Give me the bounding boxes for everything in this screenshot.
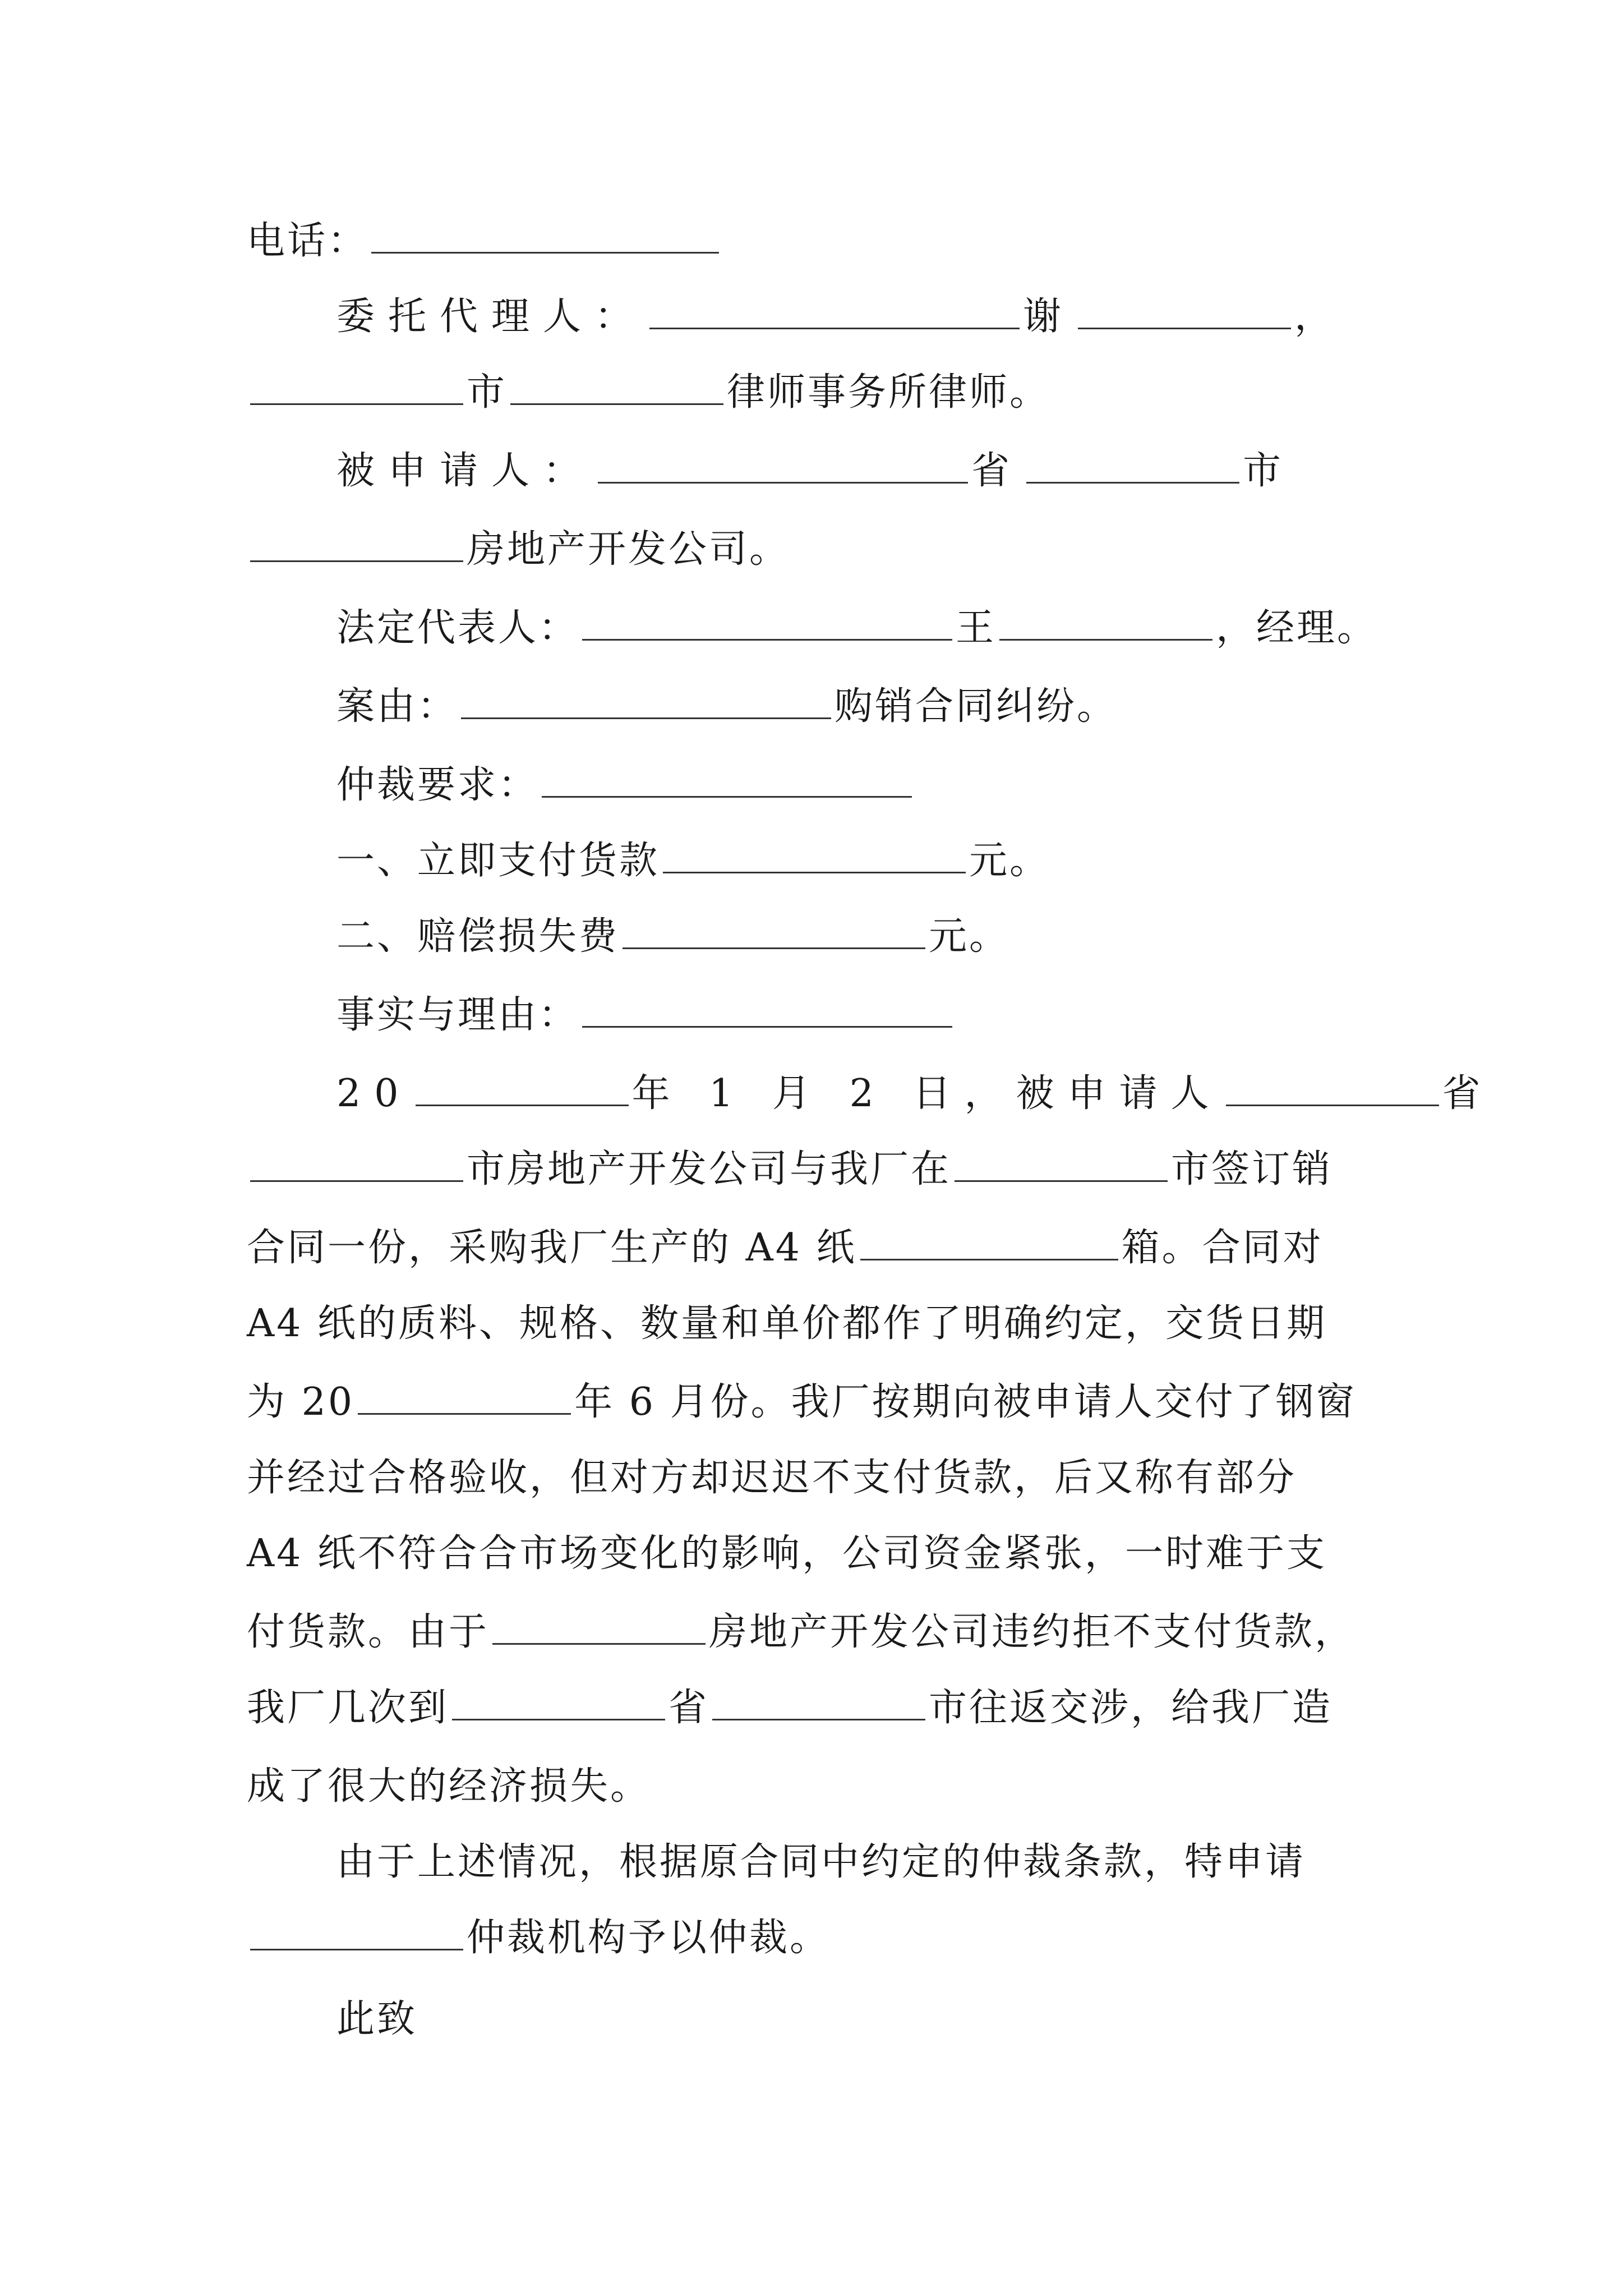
request-line-2: [247, 1907, 830, 1969]
agent-line: [336, 286, 1346, 348]
year-prefix: 20: [336, 1071, 412, 1116]
facts-text-2b: 市签订销: [1171, 1147, 1333, 1191]
respondent-company-blank: [250, 528, 463, 562]
respondent-company-line: [247, 519, 790, 581]
request-line-1: [336, 1832, 1306, 1893]
law-firm-label: 律师事务所律师。: [727, 370, 1050, 415]
phone-line: [247, 210, 722, 272]
legal-rep-label: 法定代表人：: [336, 606, 579, 650]
agent-blank: [649, 295, 1020, 329]
city-label-2: 市: [1243, 449, 1295, 493]
law-firm-name-blank: [510, 371, 723, 405]
facts-text-3b: 箱。合同对: [1121, 1226, 1324, 1270]
legal-rep-line: [336, 597, 1377, 659]
respondent-city-blank: [250, 1148, 463, 1182]
respondent-line: [336, 440, 1294, 502]
facts-line-7: [247, 1523, 1327, 1585]
facts-text-9b: 市往返交涉，给我厂造: [929, 1686, 1333, 1730]
cause-blank: [461, 685, 831, 719]
facts-text-2a: 市房地产开发公司与我厂在: [467, 1147, 952, 1191]
province-label-2: 省: [1442, 1071, 1494, 1116]
claim-2-amount-blank: [623, 915, 925, 949]
claims-heading-line: [336, 754, 915, 816]
negotiation-province-blank: [452, 1686, 665, 1720]
facts-text-5a: 为 20: [247, 1380, 355, 1424]
claims-blank: [542, 763, 912, 798]
facts-text-8a: 付货款。由于: [247, 1610, 490, 1654]
legal-rep-surname: 王: [956, 606, 997, 650]
phone-blank: [371, 219, 719, 254]
facts-line-9: [247, 1677, 1332, 1739]
facts-text-7: A4 纸不符合合市场变化的影响，公司资金紧张，一时难于支: [247, 1531, 1327, 1576]
facts-heading-line: [336, 984, 956, 1046]
facts-text-4: A4 纸的质料、规格、数量和单价都作了明确约定，交货日期: [247, 1301, 1327, 1346]
box-count-blank: [860, 1226, 1118, 1260]
claims-label: 仲裁要求：: [336, 763, 539, 807]
claim-1-text: 一、立即支付货款: [336, 839, 660, 883]
facts-text-8b: 房地产开发公司违约拒不支付货款，: [709, 1610, 1355, 1654]
facts-line-4: [247, 1293, 1327, 1355]
claim-2-line: [336, 906, 1009, 968]
respondent-province-blank-2: [1226, 1072, 1439, 1106]
cause-line: [336, 676, 1117, 738]
facts-line-3: [247, 1217, 1324, 1279]
negotiation-city-blank: [712, 1686, 925, 1720]
respondent-company-label: 房地产开发公司。: [467, 527, 790, 572]
company-name-blank: [492, 1611, 706, 1645]
cause-text: 购销合同纠纷。: [834, 684, 1118, 729]
agent-surname: 谢: [1023, 295, 1075, 339]
facts-label: 事实与理由：: [336, 993, 579, 1037]
respondent-blank: [598, 449, 968, 484]
request-text-1: 由于上述情况，根据原合同中约定的仲裁条款，特申请: [336, 1840, 1306, 1884]
facts-blank: [582, 993, 952, 1028]
request-text-2: 仲裁机构予以仲裁。: [467, 1916, 831, 1960]
delivery-year-blank: [358, 1381, 571, 1415]
agent-name-blank: [1078, 295, 1291, 329]
claim-1-amount-blank: [663, 839, 966, 873]
respondent-province-blank: [1026, 449, 1239, 484]
facts-text-5b: 年 6 月份。我厂按期向被申请人交付了钢窗: [574, 1380, 1357, 1424]
law-firm-city-blank: [250, 371, 463, 405]
facts-text-6: 并经过合格验收，但对方却迟迟不支付货款，后又称有部分: [247, 1456, 1297, 1500]
facts-line-2: [247, 1139, 1332, 1200]
province-label-3: 省: [668, 1686, 709, 1730]
signing-city-blank: [955, 1148, 1168, 1182]
claim-1-unit: 元。: [969, 839, 1050, 883]
claim-2-unit: 元。: [929, 914, 1010, 959]
arbitration-body-blank: [250, 1916, 463, 1950]
facts-line-10: [247, 1756, 651, 1818]
legal-rep-blank: [582, 606, 952, 641]
closing-text: 此致: [336, 1997, 418, 2041]
province-label: 省: [971, 449, 1023, 493]
year-blank: [416, 1072, 629, 1106]
law-firm-line: [247, 362, 1050, 424]
city-label: 市: [467, 370, 508, 415]
facts-line-6: [247, 1447, 1297, 1509]
claim-2-text: 二、赔偿损失费: [336, 914, 620, 959]
agent-label: 委托代理人：: [336, 295, 647, 339]
facts-text-10: 成了很大的经济损失。: [247, 1764, 651, 1809]
phone-label: 电话：: [247, 219, 368, 263]
facts-text-9a: 我厂几次到: [247, 1686, 449, 1730]
legal-rep-name-blank: [999, 606, 1212, 641]
claim-1-line: [336, 830, 1050, 892]
facts-text-3a: 合同一份，采购我厂生产的 A4 纸: [247, 1226, 857, 1270]
closing-line: [336, 1989, 417, 2050]
legal-rep-title: ，经理。: [1216, 606, 1378, 650]
agent-comma: ，: [1294, 295, 1347, 339]
facts-line-8: [247, 1602, 1355, 1663]
date-text: 年 1 月 2 日，被申请人: [631, 1071, 1223, 1116]
facts-line-5: [247, 1372, 1357, 1433]
cause-label: 案由：: [336, 684, 458, 729]
facts-line-1: [336, 1063, 1494, 1125]
respondent-label: 被申请人：: [336, 449, 595, 493]
